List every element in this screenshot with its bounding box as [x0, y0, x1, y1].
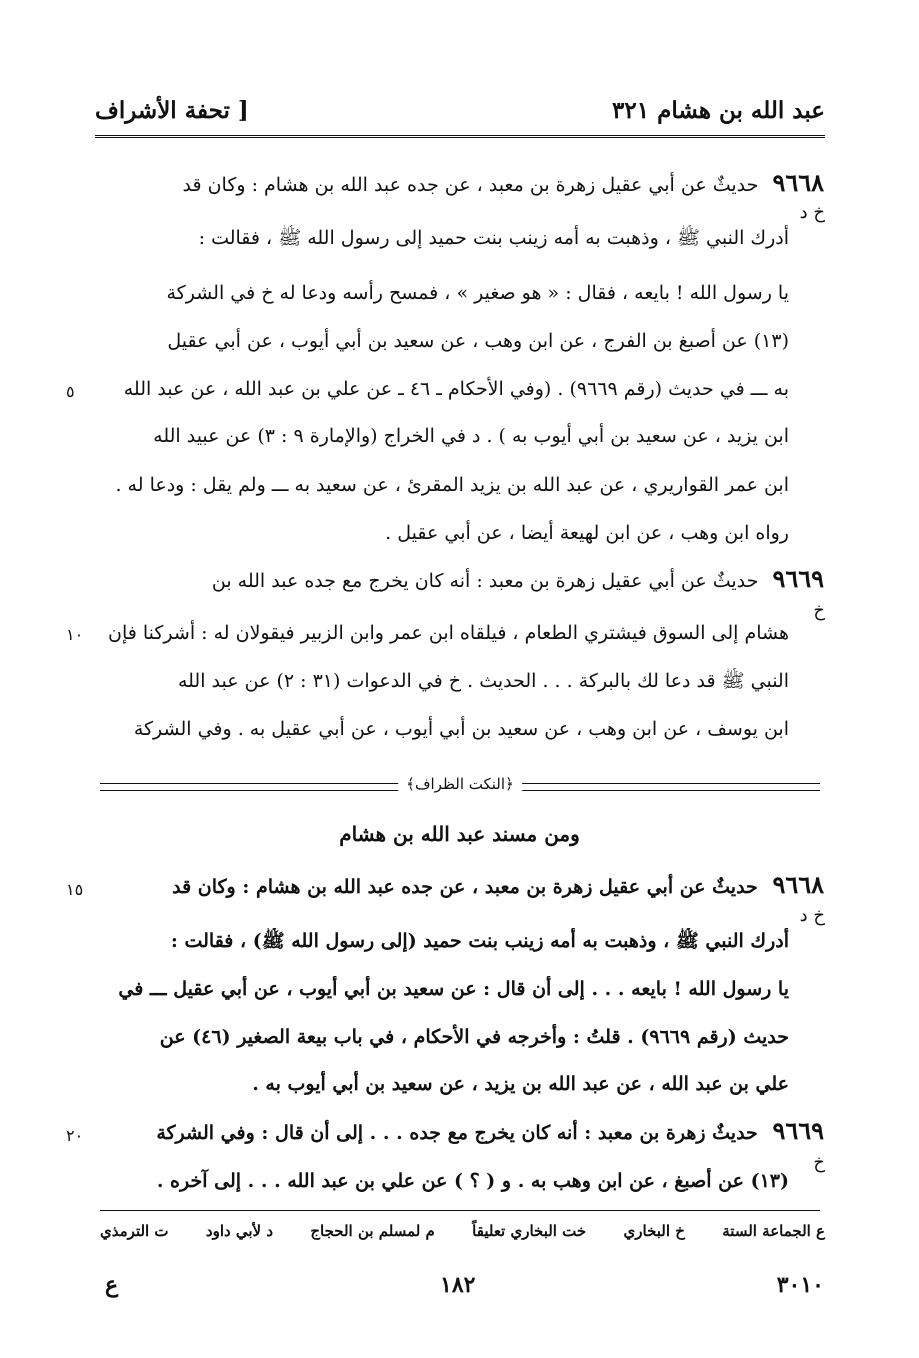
source-sigla: خ د — [799, 905, 825, 926]
hadith-number: ٩٦٦٨ — [772, 168, 824, 197]
line-number-marker: ٢٠ — [66, 1126, 84, 1145]
source-sigla: خ د — [799, 202, 825, 223]
text-line: علي بن عبد الله ، عن عبد الله بن يزيد ، عن سعيد بن أبي أيوب به . — [252, 1073, 789, 1095]
footer-rule — [100, 1210, 820, 1211]
entry-text: حديثٌ زهرة بن معبد : أنه كان يخرج مع جده . . . إلى أن قال : وفي الشركة — [156, 1122, 758, 1144]
header-book-title: [ تحفة الأشراف — [95, 96, 249, 124]
source-sigla: خ — [813, 1152, 825, 1173]
text-line: رواه ابن وهب ، عن ابن لهيعة أيضا ، عن أبي عقيل . — [385, 522, 789, 544]
legend-item: خ البخاري — [623, 1222, 685, 1240]
text-line: هشام إلى السوق فيشتري الطعام ، فيلقاه ابن عمر وابن الزبير فيقولان له : أشركنا فإن — [108, 622, 789, 644]
header-rule — [95, 135, 825, 138]
legend-item: د لأبي داود — [205, 1222, 274, 1240]
page-number: ١٨٢ — [440, 1272, 476, 1298]
line-number-marker: ١٠ — [66, 625, 84, 644]
section-divider — [100, 775, 820, 797]
entry-text: حديثٌ عن أبي عقيل زهرة بن معبد : أنه كان يخرج مع جده عبد الله بن — [211, 570, 759, 592]
header-section-title: عبد الله بن هشام ٣٢١ — [612, 96, 825, 124]
text-line: به ـــ في حديث (رقم ٩٦٦٩) . (وفي الأحكام ـ ٤٦ ـ عن علي بن عبد الله ، عن عبد الله — [123, 378, 789, 400]
source-sigla: خ — [813, 600, 825, 621]
hadith-number: ٩٦٦٨ — [772, 870, 824, 899]
text-line: (١٣) عن أصبغ ، عن ابن وهب به . و ( ؟ ) عن علي بن عبد الله . . . إلى آخره . — [156, 1170, 789, 1192]
entry-first-line — [94, 872, 824, 900]
entry-first-line — [94, 566, 824, 594]
entry-first-line — [94, 170, 824, 198]
sigla-legend — [100, 1222, 825, 1240]
hadith-number: ٩٦٦٩ — [772, 1116, 824, 1145]
text-line: ابن عمر القواريري ، عن عبد الله بن يزيد المقرئ ، عن سعيد به ـــ ولم يقل : ودعا له . — [115, 474, 789, 496]
section-subheading: ومن مسند عبد الله بن هشام — [339, 822, 580, 846]
entry-first-line — [94, 1118, 824, 1146]
line-number-marker: ١٥ — [66, 880, 84, 899]
legend-item: م لمسلم بن الحجاج — [310, 1222, 435, 1240]
text-line: يا رسول الله ! بايعه . . . إلى أن قال : عن سعيد بن أبي أيوب ، عن أبي عقيل ـــ في — [118, 978, 789, 1000]
text-line: (١٣) عن أصبغ بن الفرج ، عن ابن وهب ، عن سعيد بن أبي أيوب ، عن أبي عقيل — [167, 330, 789, 352]
text-line: النبي ﷺ قد دعا لك بالبركة . . . الحديث . خ في الدعوات (٣١ : ٢) عن عبد الله — [177, 670, 789, 692]
text-line: حديث (رقم ٩٦٦٩) . قلتُ : وأخرجه في الأحكام ، في باب بيعة الصغير (٤٦) عن — [159, 1026, 789, 1048]
line-number-marker: ٥ — [66, 382, 75, 401]
volume-number: ٣٠١٠ — [776, 1272, 824, 1298]
legend-item: خت البخاري تعليقاً — [472, 1222, 587, 1240]
text-line: ابن يزيد ، عن سعيد بن أبي أيوب به ) . د في الخراج (والإمارة ٩ : ٣) عن عبيد الله — [153, 425, 789, 447]
entry-text: حديثٌ عن أبي عقيل زهرة بن معبد ، عن جده عبد الله بن هشام : وكان قد — [182, 174, 759, 196]
running-header — [95, 92, 825, 128]
text-line: يا رسول الله ! بايعه ، فقال : « هو صغير » ، فمسح رأسه ودعا له خ في الشركة — [166, 282, 789, 304]
divider-label: ﴿النكت الظراف﴾ — [398, 775, 522, 793]
text-line: ابن يوسف ، عن ابن وهب ، عن سعيد بن أبي أيوب ، عن أبي عقيل به . وفي الشركة — [133, 718, 789, 740]
text-line: أدرك النبي ﷺ ، وذهبت به أمه زينب بنت حميد إلى رسول الله ﷺ ، فقالت : — [198, 227, 789, 249]
legend-item: ع الجماعة الستة — [722, 1222, 825, 1240]
text-line: أدرك النبي ﷺ ، وذهبت به أمه زينب بنت حميد (إلى رسول الله ﷺ) ، فقالت : — [170, 930, 789, 952]
legend-item: ت الترمذي — [100, 1222, 169, 1240]
signature-mark: ع — [105, 1272, 119, 1298]
entry-text: حديثٌ عن أبي عقيل زهرة بن معبد ، عن جده عبد الله بن هشام : وكان قد — [172, 876, 758, 898]
hadith-number: ٩٦٦٩ — [772, 564, 824, 593]
